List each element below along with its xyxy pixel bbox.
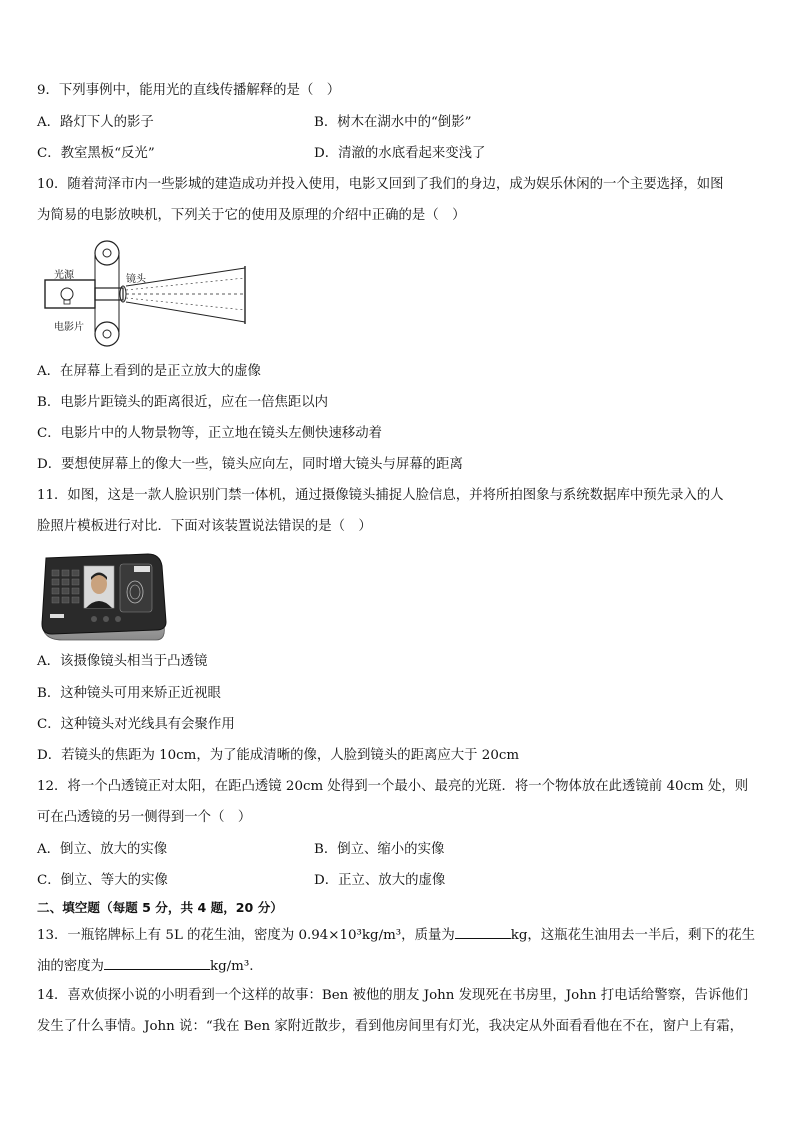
q14-line1: 14．喜欢侦探小说的小明看到一个这样的故事：Ben 被他的朋友 John 发现死在书房里，John 打电话给警察，告诉他们 xyxy=(37,988,748,1003)
q10-option-d: D．要想使屏幕上的像大一些，镜头应向左，同时增大镜头与屏幕的距离 xyxy=(37,457,463,472)
film-reel-top xyxy=(95,241,119,265)
q11-stem-line1: 11．如图，这是一款人脸识别门禁一体机，通过摄像镜头捕捉人脸信息，并将所拍图象与系统数据库中预先录入的人 xyxy=(37,488,724,503)
q9-option-b: B．树木在湖水中的“倒影” xyxy=(314,115,472,130)
q11-option-c: C．这种镜头对光线具有会聚作用 xyxy=(37,717,235,732)
q10-option-b: B．电影片距镜头的距离很近，应在一倍焦距以内 xyxy=(37,395,329,410)
q10-option-c: C．电影片中的人物景物等，正立地在镜头左侧快速移动着 xyxy=(37,426,383,441)
q11-stem-line2: 脸照片模板进行对比．下面对该装置说法错误的是（ ） xyxy=(37,519,372,534)
lens-label: 镜头 xyxy=(126,274,146,285)
q10-stem-line2: 为简易的电影放映机，下列关于它的使用及原理的介绍中正确的是（ ） xyxy=(37,208,466,223)
face-recognition-device xyxy=(38,552,168,644)
light-source-label: 光源 xyxy=(54,270,74,281)
q9-stem: 9．下列事例中，能用光的直线传播解释的是（ ） xyxy=(37,83,341,98)
q13-line1 xyxy=(37,925,755,945)
section-title: 二、填空题（每题 5 分，共 4 题，20 分） xyxy=(37,900,283,915)
q12-stem-line2: 可在凸透镜的另一侧得到一个（ ） xyxy=(37,810,252,825)
projector-figure xyxy=(40,238,255,348)
q9-option-a: A．路灯下人的影子 xyxy=(37,115,154,130)
q13-line2 xyxy=(37,956,253,976)
q12-option-b: B．倒立、缩小的实像 xyxy=(314,842,445,857)
q13-part3: 油的密度为 xyxy=(37,959,104,974)
q9-option-c: C．教室黑板“反光” xyxy=(37,146,155,161)
q10-option-a: A．在屏幕上看到的是正立放大的虚像 xyxy=(37,364,261,379)
q12-option-d: D．正立、放大的虚像 xyxy=(314,873,446,888)
q12-stem-line1: 12．将一个凸透镜正对太阳，在距凸透镜 20cm 处得到一个最小、最亮的光斑．将一个物体放在此透镜前 40cm 处，则 xyxy=(37,779,749,794)
q11-option-d: D．若镜头的焦距为 10cm，为了能成清晰的像，人脸到镜头的距离应大于 20cm xyxy=(37,748,520,763)
q13-density-blank[interactable] xyxy=(104,956,210,970)
q11-option-a: A．该摄像镜头相当于凸透镜 xyxy=(37,654,208,669)
q13-part4: kg/m³. xyxy=(209,959,254,974)
q13-mass-blank[interactable] xyxy=(455,925,511,939)
q12-option-a: A．倒立、放大的实像 xyxy=(37,842,168,857)
q12-option-c: C．倒立、等大的实像 xyxy=(37,873,168,888)
q13-part1: 13．一瓶铭牌标上有 5L 的花生油，密度为 0.94×10³kg/m³，质量为 xyxy=(37,928,455,943)
film-reel-bottom xyxy=(95,322,119,346)
q11-option-b: B．这种镜头可用来矫正近视眼 xyxy=(37,686,221,701)
film-label: 电影片 xyxy=(54,322,84,333)
q9-option-d: D．清澈的水底看起来变浅了 xyxy=(314,146,486,161)
face-recognition-device-figure xyxy=(38,552,168,644)
q13-part2: kg，这瓶花生油用去一半后，剩下的花生 xyxy=(510,928,756,943)
q14-line2: 发生了什么事情。John 说：“我在 Ben 家附近散步，看到他房间里有灯光，我决定从外面看看他在不在，窗户上有霜， xyxy=(37,1019,744,1034)
q10-stem-line1: 10．随着菏泽市内一些影城的建造成功并投入使用，电影又回到了我们的身边，成为娱乐休闲的一个主要选择，如图 xyxy=(37,177,724,192)
